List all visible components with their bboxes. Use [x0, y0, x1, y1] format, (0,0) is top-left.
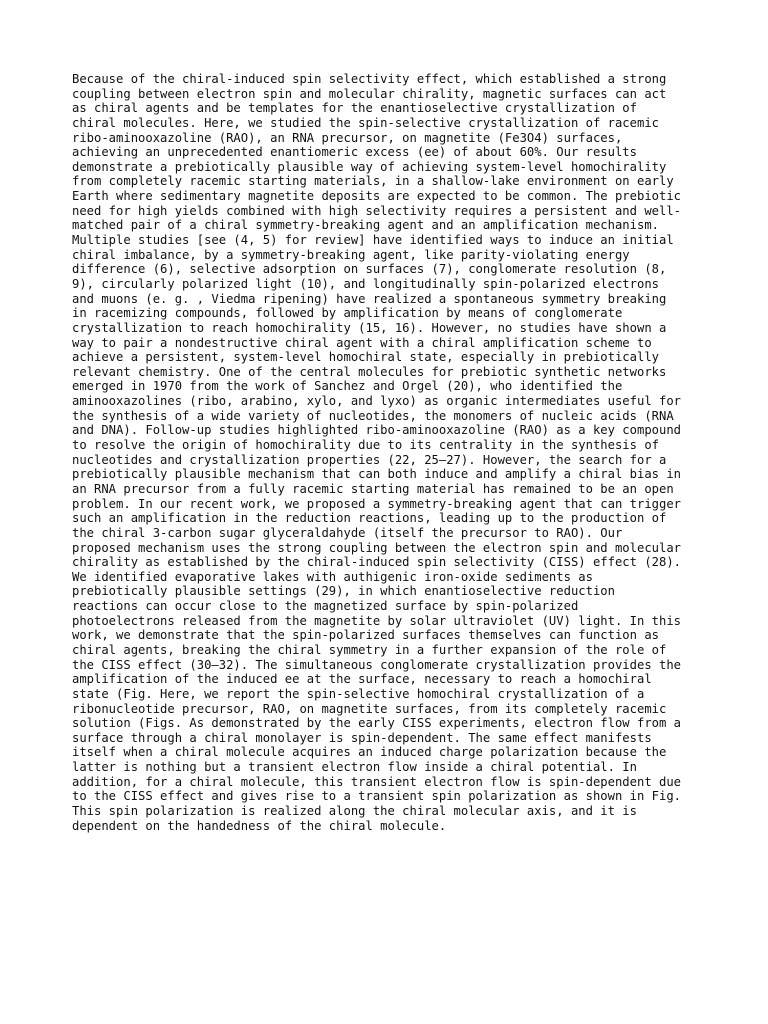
text-line: chirality as established by the chiral-induced spin selectivity (CISS) effect (28). — [72, 555, 682, 570]
text-line: crystallization to reach homochirality (15, 16). However, no studies have shown a — [72, 320, 667, 335]
text-line: reactions can occur close to the magnetized surface by spin-polarized — [72, 599, 579, 614]
text-line: emerged in 1970 from the work of Sanchez and Orgel (20), who identified the — [72, 379, 623, 394]
text-line: solution (Figs. As demonstrated by the early CISS experiments, electron flow from a — [72, 716, 682, 731]
document-body — [72, 72, 702, 833]
text-line: and muons (e. g. , Viedma ripening) have realized a spontaneous symmetry breaking — [72, 291, 667, 306]
text-line: an RNA precursor from a fully racemic starting material has remained to be an open — [72, 481, 674, 496]
text-line: to resolve the origin of homochirality due to its centrality in the synthesis of — [72, 438, 659, 453]
text-line: proposed mechanism uses the strong coupling between the electron spin and molecular — [72, 540, 682, 555]
text-line: demonstrate a prebiotically plausible way of achieving system-level homochirality — [72, 159, 667, 174]
text-line: chiral imbalance, by a symmetry-breaking agent, like parity-violating energy — [72, 247, 630, 262]
text-line: chiral molecules. Here, we studied the spin-selective crystallization of racemic — [72, 115, 659, 130]
text-line: surface through a chiral monolayer is spin-dependent. The same effect manifests — [72, 730, 652, 745]
text-line: latter is nothing but a transient electron flow inside a chiral potential. In — [72, 760, 637, 775]
text-line: the chiral 3-carbon sugar glyceraldahyde (itself the precursor to RAO). Our — [72, 525, 623, 540]
text-line: photoelectrons released from the magnetite by solar ultraviolet (UV) light. In this — [72, 613, 682, 628]
text-line: work, we demonstrate that the spin-polarized surfaces themselves can function as — [72, 628, 659, 643]
text-line: Earth where sedimentary magnetite deposits are expected to be common. The prebiotic — [72, 189, 682, 204]
text-line: need for high yields combined with high selectivity requires a persistent and well- — [72, 203, 682, 218]
text-line: relevant chemistry. One of the central molecules for prebiotic synthetic networks — [72, 364, 667, 379]
text-line: itself when a chiral molecule acquires an induced charge polarization because the — [72, 745, 667, 760]
text-line: and DNA). Follow-up studies highlighted ribo-aminooxazoline (RAO) as a key compound — [72, 423, 682, 438]
text-line: the CISS effect (30–32). The simultaneous conglomerate crystallization provides the — [72, 657, 682, 672]
text-line: addition, for a chiral molecule, this transient electron flow is spin-dependent due — [72, 774, 682, 789]
text-line: prebiotically plausible mechanism that can both induce and amplify a chiral bias in — [72, 467, 682, 482]
text-line: to the CISS effect and gives rise to a transient spin polarization as shown in Fig. — [72, 789, 682, 804]
text-line: achieving an unprecedented enantiomeric excess (ee) of about 60%. Our results — [72, 145, 637, 160]
text-line: achieve a persistent, system-level homochiral state, especially in prebiotically — [72, 350, 659, 365]
text-line: aminooxazolines (ribo, arabino, xylo, and lyxo) as organic intermediates useful for — [72, 394, 682, 409]
text-line: matched pair of a chiral symmetry-breaking agent and an amplification mechanism. — [72, 218, 659, 233]
text-line: the synthesis of a wide variety of nucleotides, the monomers of nucleic acids (RNA — [72, 408, 674, 423]
text-line: way to pair a nondestructive chiral agent with a chiral amplification scheme to — [72, 335, 652, 350]
text-line: 9), circularly polarized light (10), and longitudinally spin-polarized electrons — [72, 276, 659, 291]
text-line: coupling between electron spin and molecular chirality, magnetic surfaces can act — [72, 86, 667, 101]
text-line: prebiotically plausible settings (29), in which enantioselective reduction — [72, 584, 615, 599]
text-line: This spin polarization is realized along the chiral molecular axis, and it is — [72, 804, 637, 819]
text-line: chiral agents, breaking the chiral symmetry in a further expansion of the role of — [72, 642, 667, 657]
text-line: in racemizing compounds, followed by amplification by means of conglomerate — [72, 306, 623, 321]
text-line: ribo-aminooxazoline (RAO), an RNA precursor, on magnetite (Fe3O4) surfaces, — [72, 130, 623, 145]
text-line: We identified evaporative lakes with authigenic iron-oxide sediments as — [72, 569, 593, 584]
text-line: state (Fig. Here, we report the spin-selective homochiral crystallization of a — [72, 686, 645, 701]
text-line: nucleotides and crystallization properties (22, 25–27). However, the search for a — [72, 452, 667, 467]
text-line: Multiple studies [see (4, 5) for review] have identified ways to induce an initial — [72, 233, 674, 248]
text-line: as chiral agents and be templates for the enantioselective crystallization of — [72, 101, 637, 116]
text-line: dependent on the handedness of the chiral molecule. — [72, 818, 447, 833]
text-line: from completely racemic starting materials, in a shallow-lake environment on early — [72, 174, 674, 189]
text-line: such an amplification in the reduction reactions, leading up to the production of — [72, 511, 667, 526]
text-line: amplification of the induced ee at the surface, necessary to reach a homochiral — [72, 672, 652, 687]
text-line: difference (6), selective adsorption on surfaces (7), conglomerate resolution (8, — [72, 262, 667, 277]
text-line: Because of the chiral-induced spin selectivity effect, which established a strong — [72, 72, 667, 86]
text-line: problem. In our recent work, we proposed a symmetry-breaking agent that can trigger — [72, 496, 682, 511]
text-line: ribonucleotide precursor, RAO, on magnetite surfaces, from its completely racemic — [72, 701, 667, 716]
